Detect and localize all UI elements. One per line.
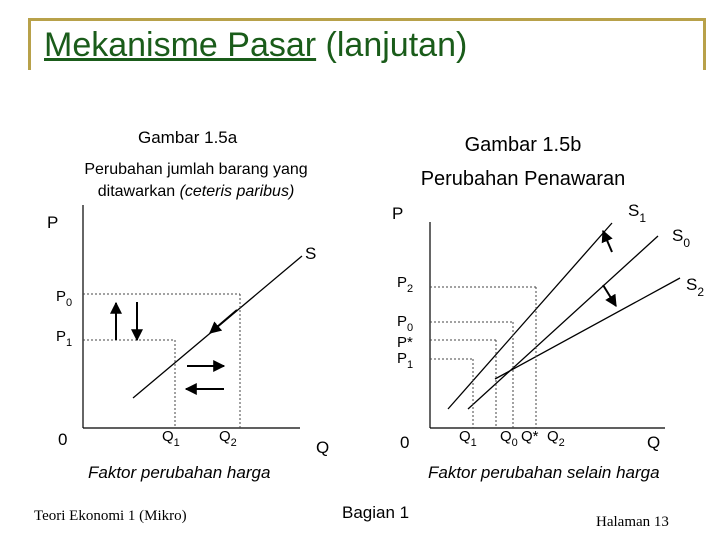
figure-b-q2-label: $Q_2$ bbox=[547, 428, 565, 449]
figure-a-caption-plain: Perubahan jumlah barang yang ditawarkan bbox=[84, 161, 308, 200]
figure-a-y-axis-label: P bbox=[47, 213, 59, 232]
figure-b-y-axis-label: P bbox=[392, 204, 404, 223]
figure-b-bottom-caption: Faktor perubahan selain harga bbox=[428, 463, 660, 482]
slide-title-main: Mekanisme Pasar bbox=[44, 26, 317, 64]
figure-b-p2-label: $P_2$ bbox=[397, 274, 414, 295]
figure-b-p1-label: $P_1$ bbox=[397, 350, 414, 371]
figure-a-origin-label: 0 bbox=[58, 430, 68, 449]
figure-b-origin-label: 0 bbox=[400, 433, 410, 452]
figure-b-p0-label: $P_0$ bbox=[397, 313, 414, 334]
figure-b-s1-curve bbox=[448, 223, 612, 409]
figure-b-s2-curve bbox=[495, 278, 680, 379]
figure-b-x-axis-label: Q bbox=[647, 433, 661, 452]
figure-a-diagonal-arrow-icon bbox=[210, 310, 237, 333]
figure-b-shift-left-arrow-icon bbox=[603, 231, 612, 252]
figure-b-title: Gambar 1.5b bbox=[464, 134, 582, 156]
figure-b-q1-label: $Q_1$ bbox=[459, 428, 477, 449]
figure-b-qstar-label: Q* bbox=[521, 428, 539, 445]
figure-a-q2-label: $Q_2$ bbox=[219, 428, 237, 449]
figure-a-curve-label: S bbox=[305, 244, 317, 263]
figure-a-title: Gambar 1.5a bbox=[138, 128, 238, 147]
figure-b-q0-label: $Q_0$ bbox=[500, 428, 518, 449]
figure-a-p1-label: $P_1$ bbox=[56, 328, 73, 349]
figure-b-s0-label: $S_0$ bbox=[672, 226, 691, 250]
figure-b-caption: Perubahan Penawaran bbox=[420, 168, 626, 190]
figure-b-s2-label: $S_2$ bbox=[686, 275, 705, 299]
figure-a-x-axis-label: Q bbox=[316, 438, 330, 457]
figure-a-diagram bbox=[47, 205, 329, 482]
figure-b-s0-curve bbox=[468, 236, 658, 409]
slide-title-rest: (lanjutan) bbox=[316, 26, 468, 64]
figure-b-s1-label: $S_1$ bbox=[628, 201, 647, 225]
figure-b-shift-right-arrow-icon bbox=[603, 285, 616, 306]
footer-page-number: Halaman 13 bbox=[596, 514, 669, 530]
footer-course: Teori Ekonomi 1 (Mikro) bbox=[34, 508, 187, 524]
figure-b-diagram bbox=[392, 201, 704, 482]
figure-a-q1-label: $Q_1$ bbox=[162, 428, 180, 449]
footer-section: Bagian 1 bbox=[342, 503, 410, 522]
figure-a-caption-italic: (ceteris paribus) bbox=[179, 183, 295, 200]
figure-b-pstar-label: P* bbox=[397, 334, 413, 351]
figure-a-bottom-caption: Faktor perubahan harga bbox=[88, 463, 271, 482]
figure-a-p0-label: $P_0$ bbox=[56, 288, 73, 309]
